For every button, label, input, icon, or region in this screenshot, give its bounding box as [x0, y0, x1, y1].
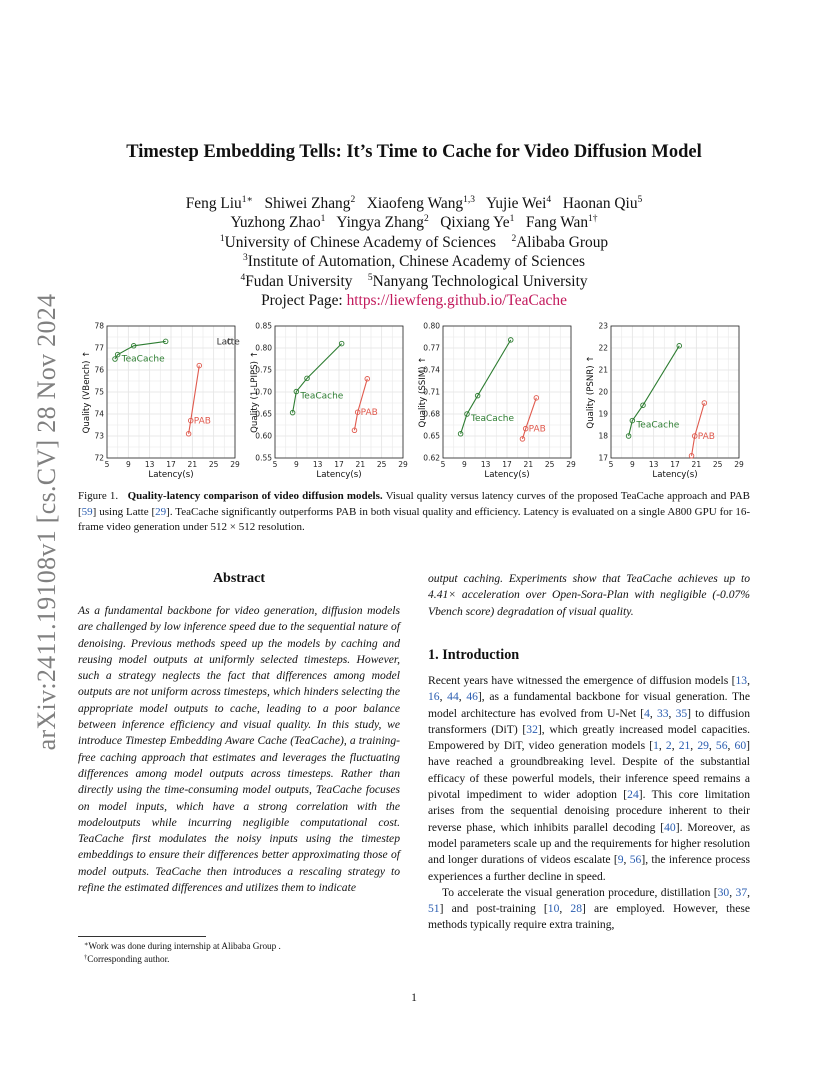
y-tick-label: 0.65	[423, 431, 440, 441]
x-tick-label: 17	[670, 460, 680, 469]
arxiv-stamp-text: arXiv:2411.19108v1 [cs.CV] 28 Nov 2024	[32, 293, 61, 751]
y-tick-label: 0.80	[423, 321, 440, 331]
x-tick-label: 9	[293, 460, 299, 469]
x-tick-label: 9	[461, 460, 467, 469]
intro-text: ], which greatly increased model capacities. Empowered by DiT, video generation models [	[428, 722, 750, 753]
citation-link[interactable]: 51	[428, 902, 440, 916]
affiliation-line-1	[0, 233, 828, 252]
intro-paragraph-1: Recent years have witnessed the emergence of diffusion models [13, 16, 44, 46], as a fundamental backbone for visual generation. The model architecture has evolved from U-Net [4, 33, 35] to diffusion transformers (DiT) [32], which greatly increased model capacities. Empowered by DiT, video generation models [1, 2, 21, 29, 56, 60] have reached a groundbreaking level. Despite of the substantial efficacy of these powerful models, their inference speed remains a pivotal impediment to wider adoption [24]. This core limitation arises from the sequential denoising procedure inherent to their reverse phase, which inhibits parallel decoding [40]. Moreover, as model parameters scale up and the requirements for higher resolution and longer durations of videos escalate [9, 56], the inference process experiences a further decline in speed.	[428, 674, 751, 883]
intro-text: Recent years have witnessed the emergence of diffusion models [	[428, 674, 736, 687]
footnote-text: Corresponding author.	[87, 953, 170, 964]
y-axis-label: Quality (VBench) ↑	[82, 350, 92, 434]
caption-text: ] using Latte [	[92, 505, 156, 518]
citation-link[interactable]: 9	[617, 853, 624, 867]
intro-text: ] are employed. However, these methods typically require extra training,	[428, 902, 751, 932]
intro-text: ]. This core limitation arises from the sequential denoising procedure inherent to their reverse phase, which inhibits parallel decoding [	[428, 788, 750, 834]
intro-text: ]. Moreover, as model parameters scale up and the requirements for higher resolution and longer durations of videos escalate [	[428, 820, 750, 867]
project-page-label: Project Page:	[261, 292, 343, 310]
affiliation: Fudan University	[245, 272, 353, 290]
author-name: Yujie Wei	[485, 195, 547, 212]
y-tick-label: 75	[94, 387, 104, 397]
x-tick-label: 9	[125, 460, 131, 469]
author-name: Yuzhong Zhao	[230, 214, 321, 232]
x-tick-label: 29	[398, 460, 408, 469]
x-tick-label: 13	[648, 460, 659, 469]
footnote-2	[84, 953, 281, 966]
author-name: Fang Wan	[525, 214, 589, 232]
chart-vbench	[80, 318, 246, 484]
citation-link[interactable]: 35	[675, 706, 688, 720]
author-block	[0, 194, 828, 310]
citation-link[interactable]: 1	[653, 739, 659, 753]
y-tick-label: 0.74	[423, 365, 440, 375]
x-tick-label: 13	[144, 460, 155, 469]
caption-label: Figure 1.	[78, 490, 119, 502]
x-tick-label: 17	[502, 460, 512, 469]
series-label-pab: PAB	[193, 416, 211, 427]
series-line-teacache	[293, 344, 342, 413]
citation-link[interactable]: 33	[656, 706, 669, 720]
x-tick-label: 17	[334, 460, 344, 469]
author-sup: 2	[424, 214, 429, 225]
chart-ssim	[416, 318, 582, 484]
y-tick-label: 23	[598, 321, 608, 331]
footnote-text: Work was done during internship at Alibaba Group .	[88, 941, 281, 951]
y-tick-label: 22	[598, 343, 608, 353]
author-sup: 1∗	[241, 195, 253, 205]
intro-text: ], the inference process experiences a further decline in speed.	[428, 853, 751, 883]
x-tick-label: 21	[355, 460, 366, 469]
x-tick-label: 21	[691, 460, 702, 469]
affiliation: Nanyang Technological University	[372, 272, 588, 290]
citation-link[interactable]: 44	[447, 690, 459, 704]
y-tick-label: 74	[94, 409, 104, 419]
y-tick-label: 73	[94, 431, 104, 441]
footnote-1	[84, 940, 281, 953]
y-tick-label: 72	[94, 453, 104, 463]
author-name: Xiaofeng Wang	[366, 195, 464, 212]
x-tick-label: 17	[166, 460, 176, 469]
x-tick-label: 25	[544, 460, 555, 469]
series-label-pab: PAB	[697, 432, 715, 442]
project-page-link[interactable]: https://liewfeng.github.io/TeaCache	[346, 292, 567, 310]
intro-heading: 1. Introduction	[428, 647, 520, 663]
intro-text: ] and post-training [	[439, 902, 548, 916]
arxiv-stamp	[22, 282, 72, 762]
x-tick-label: 25	[712, 460, 723, 469]
y-axis-label: Quality (1-LPIPS) ↑	[250, 351, 260, 433]
citation-link[interactable]: 28	[570, 902, 583, 916]
y-tick-label: 0.60	[255, 431, 272, 441]
paper-title: Timestep Embedding Tells: It’s Time to Cache for Video Diffusion Model	[126, 142, 702, 162]
page-number: 1	[411, 991, 417, 1004]
series-label-teacache: TeaCache	[300, 391, 344, 402]
y-tick-label: 0.55	[255, 453, 272, 463]
affiliation-line-3	[0, 272, 828, 291]
x-axis-label: Latency(s)	[316, 470, 362, 480]
abstract-body: As a fundamental backbone for video generation, diffusion models are challenged by low inference speed due to the sequential nature of denoising. Previous methods speed up the models by caching and reusing model outputs at uniformly selected timesteps. However, such a strategy neglects the fact that differences among model outputs are not uniform across timesteps, which hinders selecting the appropriate model outputs to cache, leading to a poor balance between inference efficiency and visual quality. In this study, we introduce Timestep Embedding Aware Cache (TeaCache), a training-free caching approach that estimates and leverages the fluctuating differences among model outputs across timesteps. Rather than directly using the time-consuming model outputs, TeaCache focuses on model inputs, which have a strong correlation with the modeloutputs while incurring negligible computational cost. TeaCache first modulates the noisy inputs using the timestep embeddings to ensure their differences better approximating those of model outputs. TeaCache then introduces a rescaling strategy to refine the estimated differences and utilizes them to indicate	[78, 604, 400, 895]
x-tick-label: 5	[272, 460, 278, 469]
y-tick-label: 21	[598, 365, 608, 375]
x-tick-label: 29	[734, 460, 744, 469]
x-tick-label: 13	[312, 460, 323, 469]
author-sup: 5	[637, 195, 643, 205]
x-tick-label: 5	[104, 460, 110, 469]
intro-text: To accelerate the visual generation procedure, distillation [	[442, 885, 718, 899]
project-page-line	[0, 291, 828, 310]
citation-link[interactable]: 56	[629, 853, 642, 867]
series-label-pab: PAB	[528, 424, 546, 435]
series-label-teacache: TeaCache	[636, 420, 680, 431]
y-tick-label: 18	[598, 431, 608, 441]
affiliation: Institute of Automation, Chinese Academy of Sciences	[247, 253, 585, 271]
aff-sup: 2	[511, 233, 517, 244]
citation-link[interactable]: 2	[665, 739, 672, 753]
intro-text: ] have reached a groundbreaking level. Despite of the substantial efficacy of these powerful models, their inference speed remains a pivotal impediment to wider adoption [	[428, 739, 750, 802]
citation-link[interactable]: 21	[678, 739, 691, 753]
x-axis-label: Latency(s)	[148, 470, 194, 480]
x-tick-label: 9	[629, 460, 635, 469]
series-label-teacache: TeaCache	[121, 354, 165, 365]
citation-link[interactable]: 59	[81, 505, 93, 518]
series-line-pab	[354, 379, 367, 430]
author-sup: 2	[350, 195, 356, 205]
y-tick-label: 17	[598, 453, 608, 463]
x-tick-label: 29	[230, 460, 240, 469]
citation-link[interactable]: 40	[664, 820, 676, 834]
citation-link[interactable]: 37	[735, 885, 748, 899]
caption-text: Visual quality versus latency curves of the proposed TeaCache approach and PAB [	[78, 490, 750, 518]
author-sup: 1,3	[463, 195, 475, 205]
y-tick-label: 0.85	[255, 321, 272, 331]
y-tick-label: 0.62	[423, 453, 440, 463]
affiliation: University of Chinese Academy of Sciences	[224, 233, 497, 251]
data-point-teacache	[339, 341, 344, 346]
caption-bold: Quality-latency comparison of video diffusion models.	[127, 490, 383, 502]
affiliation: Alibaba Group	[516, 233, 609, 251]
citation-link[interactable]: 13	[735, 674, 748, 687]
figure-caption	[78, 489, 750, 536]
series-line-pab	[692, 403, 705, 456]
author-name: Shiwei Zhang	[264, 195, 351, 212]
y-tick-label: 0.71	[423, 387, 440, 397]
y-tick-label: 20	[598, 387, 608, 397]
aff-sup: 3	[243, 253, 248, 264]
footnotes	[84, 940, 281, 965]
y-tick-label: 19	[598, 409, 608, 419]
citation-link[interactable]: 32	[526, 722, 538, 736]
y-axis-label: Quality (PSNR) ↑	[586, 355, 596, 429]
citation-link[interactable]: 30	[717, 885, 730, 899]
x-tick-label: 29	[566, 460, 576, 469]
aff-sup: 4	[240, 272, 246, 283]
data-point-teacache	[677, 344, 682, 349]
footnote-rule	[78, 936, 206, 937]
abstract-continuation: output caching. Experiments show that TeaCache achieves up to 4.41× acceleration over Open-Sora-Plan with negligible (-0.07% Vbench score) degradation of visual quality.	[428, 572, 750, 618]
chart-psnr	[584, 318, 750, 484]
x-tick-label: 25	[376, 460, 387, 469]
x-tick-label: 25	[208, 460, 219, 469]
citation-link[interactable]: 24	[627, 788, 639, 802]
author-line-1	[0, 194, 828, 213]
author-name: Qixiang Ye	[440, 214, 510, 232]
author-sup: 4	[546, 195, 552, 205]
affiliation-line-2	[0, 252, 828, 271]
figure-1-charts	[80, 318, 750, 484]
x-tick-label: 21	[523, 460, 534, 469]
y-tick-label: 0.70	[255, 387, 272, 397]
author-line-2	[0, 213, 828, 232]
aff-sup: 5	[367, 272, 373, 283]
author-sup: 1	[509, 214, 515, 225]
author-name: Feng Liu	[185, 195, 242, 212]
citation-link[interactable]: 56	[715, 739, 728, 753]
y-tick-label: 76	[94, 365, 104, 375]
footnote-mark: ∗	[84, 941, 89, 948]
intro-text: ], as a fundamental backbone for visual generation. The model architecture has evolved from U-Net [	[428, 690, 750, 720]
author-name: Yingya Zhang	[336, 214, 424, 232]
y-tick-label: 0.75	[255, 365, 272, 375]
author-sup: 1†	[588, 214, 598, 225]
citation-link[interactable]: 60	[734, 739, 747, 753]
citation-link[interactable]: 10	[547, 902, 560, 916]
caption-text: ]. TeaCache significantly outperforms PAB in both visual quality and efficiency. Latency is evaluated on a single A800 GPU for 16-frame video generation under 512 × 512 resolution.	[78, 505, 750, 534]
x-tick-label: 13	[480, 460, 491, 469]
y-tick-label: 0.77	[423, 343, 440, 353]
citation-link[interactable]: 16	[428, 690, 440, 704]
citation-link[interactable]: 29	[155, 505, 167, 518]
aff-sup: 1	[219, 233, 225, 244]
y-axis-label: Quality (SSIM) ↑	[418, 356, 428, 428]
chart-lpips	[248, 318, 414, 484]
intro-text: ] to diffusion transformers (DiT) [	[428, 706, 750, 736]
series-label-teacache: TeaCache	[471, 414, 515, 424]
citation-link[interactable]: 4	[644, 706, 650, 720]
citation-link[interactable]: 29	[697, 739, 709, 753]
intro-paragraph-2: To accelerate the visual generation procedure, distillation [30, 37, 51] and post-training [10, 28] are employed. However, these methods typically require extra training,	[428, 885, 751, 932]
x-tick-label: 21	[187, 460, 198, 469]
citation-link[interactable]: 46	[466, 690, 478, 704]
x-axis-label: Latency(s)	[484, 470, 530, 480]
x-tick-label: 5	[440, 460, 446, 469]
point-label-latte: Latte	[216, 337, 240, 348]
x-tick-label: 5	[608, 460, 614, 469]
abstract-heading: Abstract	[212, 571, 266, 586]
footnote-mark: †	[84, 953, 88, 961]
author-name: Haonan Qiu	[562, 195, 638, 212]
y-tick-label: 0.68	[423, 409, 440, 419]
y-tick-label: 0.80	[255, 343, 272, 353]
intro-body	[428, 673, 750, 934]
author-sup: 1	[320, 214, 326, 225]
y-tick-label: 77	[94, 343, 104, 353]
x-axis-label: Latency(s)	[652, 470, 698, 480]
y-tick-label: 78	[94, 321, 104, 331]
series-label-pab: PAB	[360, 408, 378, 419]
y-tick-label: 0.65	[255, 409, 272, 419]
